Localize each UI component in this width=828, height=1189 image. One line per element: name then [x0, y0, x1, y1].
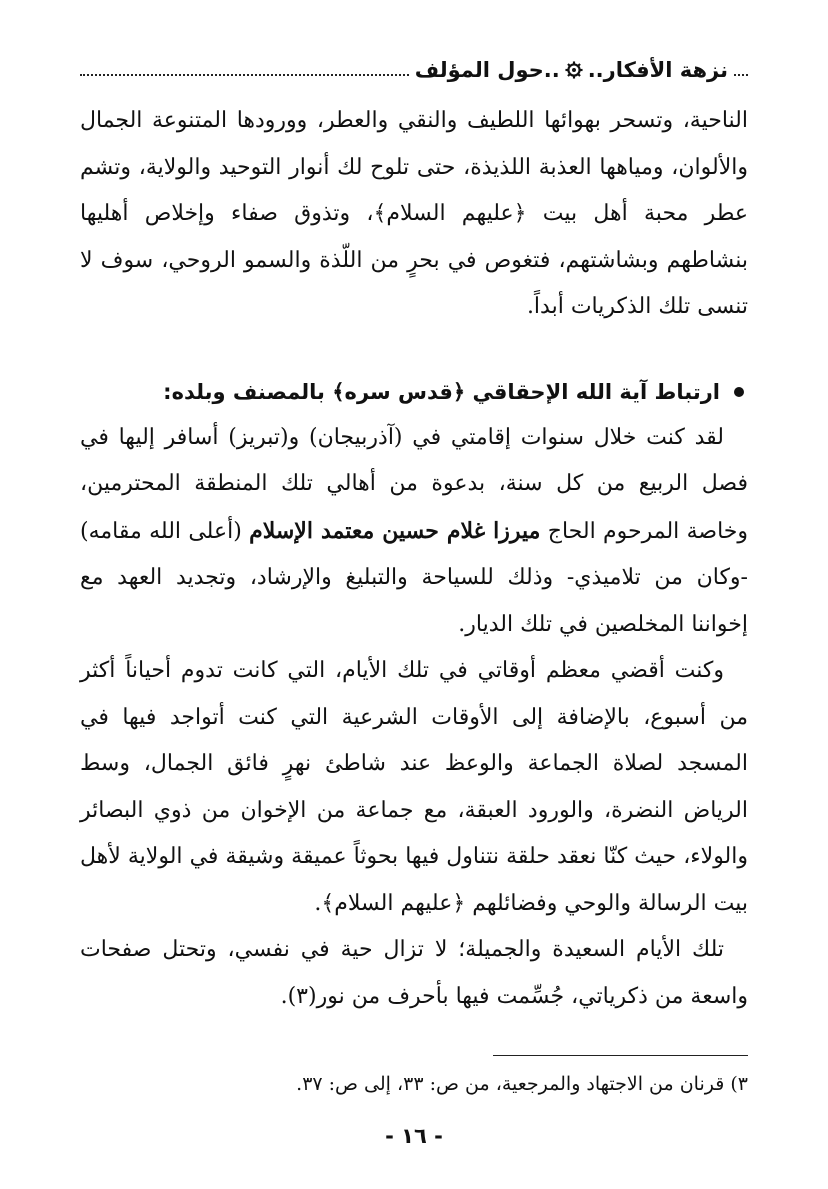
section-heading: [80, 369, 748, 415]
main-text: [80, 98, 748, 1020]
header-title-book: نزهة الأفكار..: [587, 58, 728, 82]
page-number: - ١٦ -: [385, 1124, 443, 1148]
paragraph-gatherings: وكنت أقضي معظم أوقاتي في تلك الأيام، التي كانت تدوم أحياناً أكثر من أسبوع، بالإضافة إلى الأوقات الشرعية التي كنت أتواجد فيها في المسجد لصلاة الجماعة والوعظ عند شاطئ نهرٍ فائق الجمال، وسط الرياض النضرة، والورود العبقة، مع جماعة من الإخوان من ذوي البصائر والولاء، حيث كنّا نعقد حلقة نتناول فيها بحوثاً عميقة وشيقة في الولاية لأهل بيت الرسالة والوحي وفضائلهم ﴿عليهم السلام﴾.: [80, 658, 748, 916]
paragraph-visits-end: (أعلى الله مقامه) -وكان من تلاميذي- وذلك للسياحة والتبليغ والإرشاد، وتجديد العهد مع إخواننا المخلصين في تلك الديار.: [80, 518, 748, 637]
header-dotted-leader-right: [734, 74, 748, 76]
paragraph-visits-start: لقد كنت خلال سنوات إقامتي في (آذربيجان) و(تبريز) أسافر إليها في فصل الربيع من كل سنة، بدعوة من أهالي تلك المنطقة المحترمين، وخاصة المرحوم الحاج: [80, 424, 749, 544]
header-dotted-leader-left: [80, 74, 409, 76]
person-name: ميرزا غلام حسين معتمد الإسلام: [249, 517, 541, 544]
header-title-section: ..حول المؤلف: [414, 58, 560, 82]
gear-ornament-icon: [565, 61, 583, 79]
header-title: [409, 58, 734, 82]
intro-paragraph: الناحية، وتسحر بهوائها اللطيف والنقي والعطر، وورودها المتنوعة الجمال والألوان، ومياهها العذبة اللذيذة، حتى تلوح لك أنوار التوحيد والولاية، وتشم عطر محبة أهل بيت ﴿عليهم السلام﴾، وتذوق صفاء وإخلاص أهليها بنشاطهم وبشاشتهم، فتغوص في بحرٍ من اللّذة والسمو الروحي، سوف لا تنسى تلك الذكريات أبداً.: [80, 108, 748, 319]
footnote-separator: [493, 1055, 748, 1056]
bullet-icon: [734, 387, 744, 397]
footnote: ٣) قرنان من الاجتهاد والمرجعية، من ص: ٣٣، إلى ص: ٣٧.: [296, 1073, 748, 1095]
section-heading-text: ارتباط آية الله الإحقاقي ﴿قدس سره﴾ بالمصنف وبلده:: [163, 379, 720, 404]
running-header: [80, 52, 748, 82]
paragraph-visits: [80, 415, 748, 649]
paragraph-memories: تلك الأيام السعيدة والجميلة؛ لا تزال حية في نفسي، وتحتل صفحات واسعة من ذكرياتي، جُسِّمت فيها بأحرف من نور(٣).: [80, 937, 748, 1009]
